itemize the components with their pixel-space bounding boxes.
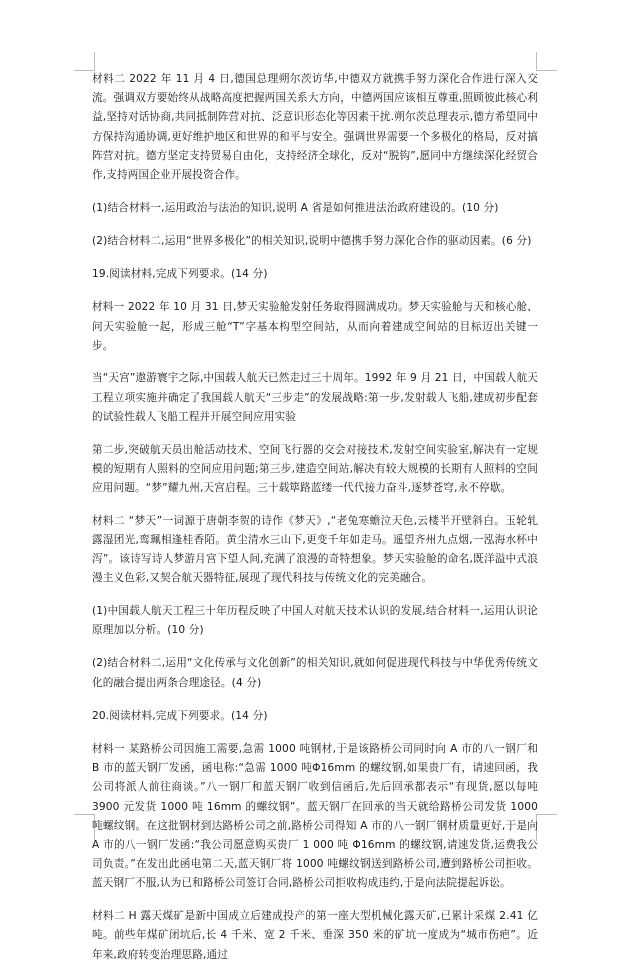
question-heading: 19.阅读材料,完成下列要求。(14 分) (92, 268, 268, 281)
margin-corner-mark-bottom-right (536, 814, 557, 841)
question-paragraph: (1)中国载人航天工程三十年历程反映了中国人对航天技术认识的发展,结合材料一,运用认识论原理加以分析。(10 分) (92, 604, 538, 637)
material-paragraph: 材料一 某路桥公司因施工需要,急需 1000 吨钢材,于是该路桥公司同时向 A 市的八一钢厂和 B 市的蓝天钢厂发函，函电称:“急需 1000 吨Φ16mm 的螺纹钢,如果贵厂有，请速回函，我公司将派人前往商谈。”八一钢厂和蓝天钢厂收到信函后,先后回承都表示“有现货,愿以每吨 3900 元发货 1000 吨 16mm 的螺纹钢”。蓝天钢厂在回承的当天就给路桥公司发货 1000 吨螺纹钢。在这批钢材到达路桥公司之前,路桥公司得知 A 市的八一钢厂钢材质量更好,于是向 A 市的八一钢厂发函:“我公司愿意购买贵厂 1 000 吨 Φ16mm 的螺纹钢,请速发货,运费我公司负责。”在发出此函电第二天,蓝天钢厂将 1000 吨螺纹钢送到路桥公司,遭到路桥公司拒收。蓝天钢厂不服,认为已和路桥公司签订合同,路桥公司拒收构成违约,于是向法院提起诉讼。 (92, 742, 538, 890)
material-paragraph: 第二步,突破航天员出舱活动技术、空间飞行器的交会对接技术,发射空间实验室,解决有一定规模的短期有人照料的空间应用问题;第三步,建造空间站,解决有较大规模的长期有人照料的空间应用问题。“梦”耀九州,天宫启程。三十载筚路蓝缕一代代接力奋斗,逐梦苍穹,永不停歇。 (92, 443, 538, 494)
question-heading: 20.阅读材料,完成下列要求。(14 分) (92, 709, 268, 722)
margin-corner-mark-top-left (74, 52, 95, 71)
question-paragraph: (2)结合材料二,运用“世界多极化”的相关知识,说明中德携手努力深化合作的驱动因素。(6 分) (92, 234, 532, 247)
material-paragraph: 材料二 H 露天煤矿是新中国成立后建成投产的第一座大型机械化露天矿,已累计采煤 2.41 亿吨。前些年煤矿闭坑后,长 4 千米、宽 2 千米、垂深 350 米的矿坑一度成为“城市伤疤”。近年来,政府转变治理思路,通过 (92, 910, 538, 961)
material-paragraph: 材料二 2022 年 11 月 4 日,德国总理朔尔茨访华,中德双方就携手努力深化合作进行深入交流。强调双方要始终从战略高度把握两国关系大方向，中德两国应该相互尊重,照顾彼此核心利益,坚持对话协商,共同抵制阵营对抗、泛意识形态化等因素干扰.朔尔茨总理表示,德方希望同中方保持沟通协调,更好维护地区和世界的和平与安全。强调世界需要一个多极化的格局，反对搞阵营对抗。德方坚定支持贸易自由化，支持经济全球化，反对“脱钩”,愿同中方继续深化经贸合作,支持两国企业开展投资合作。 (92, 73, 538, 182)
margin-corner-mark-top-right (536, 52, 557, 71)
question-paragraph: (2)结合材料二,运用“文化传承与文化创新”的相关知识,就如何促进现代科技与中华优秀传统文化的融合提出两条合理途径。(4 分) (92, 657, 538, 689)
question-paragraph: (1)结合材料一,运用政治与法治的知识,说明 A 省是如何推进法治政府建设的。(10 分) (92, 201, 499, 214)
material-paragraph: 材料一 2022 年 10 月 31 日,梦天实验舱发射任务取得圆满成功。梦天实验舱与天和核心舱、问天实验舱一起，形成三舱“T”字基本构型空间站，从而向着建成空间站的目标迈出关键一步。 (92, 301, 538, 352)
material-paragraph: 材料二 “梦天”一词源于唐朝李贺的诗作《梦天》,“老兔寒蟾泣天色,云楼半开壁斜白。玉轮轧露湿团光,鸾珮相逢桂香陌。黄尘清水三山下,更变千年如走马。遥望齐州九点烟,一泓海水杯中泻”。该诗写诗人梦游月宫下望人间,充满了浪漫的奇特想象。梦天实验舱的命名,既洋溢中式浪漫主义色彩,又契合航天器特征,展现了现代科技与传统文化的完美融合。 (92, 514, 538, 585)
document-body (92, 70, 538, 978)
material-paragraph: 当“天宫”遨游寰宇之际,中国载人航天已然走过三十周年。1992 年 9 月 21 日，中国载人航天工程立项实施并确定了我国载人航天“三步走”的发展战略:第一步,发射载人飞船,建成初步配套的试验性载人飞船工程并开展空间应用实验 (92, 372, 538, 423)
